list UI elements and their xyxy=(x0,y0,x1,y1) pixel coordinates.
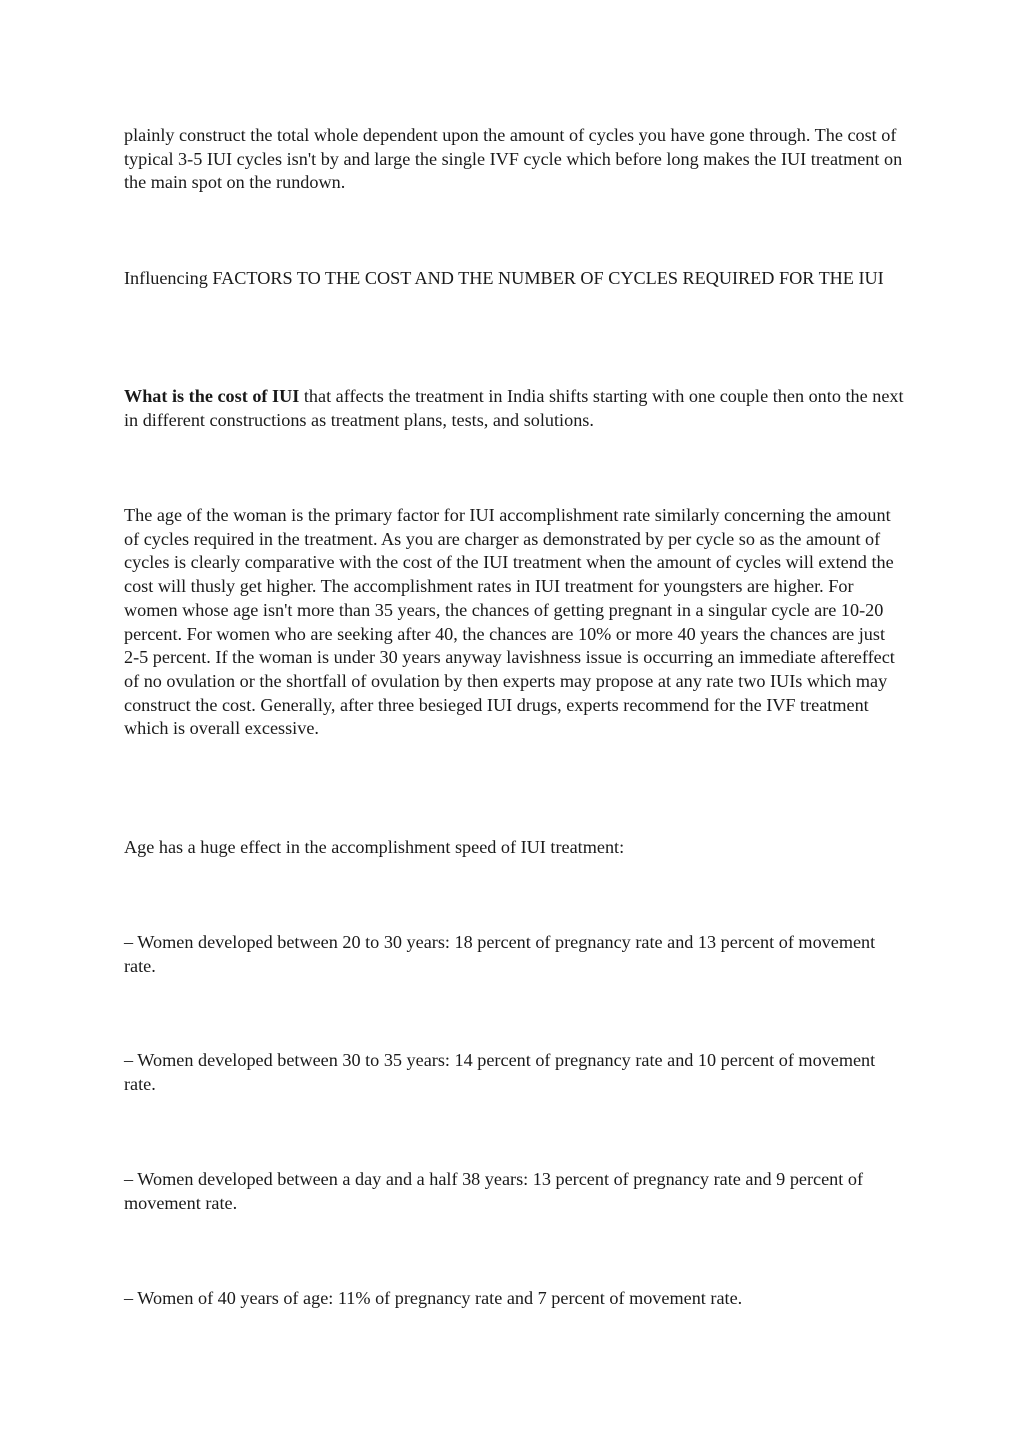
age-rate-item: – Women developed between 20 to 30 years: 18 percent of pregnancy rate and 13 percent of movement rate. xyxy=(124,932,876,976)
cost-paragraph xyxy=(124,385,904,432)
cost-paragraph-bold-lead: What is the cost of IUI xyxy=(124,386,300,406)
age-rate-item: – Women developed between a day and a half 38 years: 13 percent of pregnancy rate and 9 percent of movement rate. xyxy=(124,1169,864,1213)
intro-paragraph: plainly construct the total whole dependent upon the amount of cycles you have gone through. The cost of typical 3-5 IUI cycles isn't by and large the single IVF cycle which before long makes the IUI treatment on the main spot on the rundown. xyxy=(124,125,903,193)
cost-paragraph-body: that affects the treatment in India shifts starting with one couple then onto the next in different constructions as treatment plans, tests, and solutions. xyxy=(124,386,904,430)
age-rate-item: – Women developed between 30 to 35 years: 14 percent of pregnancy rate and 10 percent of movement rate. xyxy=(124,1050,876,1094)
section-heading: Influencing FACTORS TO THE COST AND THE NUMBER OF CYCLES REQUIRED FOR THE IUI xyxy=(124,268,884,288)
age-effect-intro: Age has a huge effect in the accomplishment speed of IUI treatment: xyxy=(124,837,625,857)
age-factor-paragraph: The age of the woman is the primary factor for IUI accomplishment rate similarly concerning the amount of cycles required in the treatment. As you are charger as demonstrated by per cycle so as the amount of cycles is clearly comparative with the cost of the IUI treatment when the amount of cycles will extend the cost will thusly get higher. The accomplishment rates in IUI treatment for youngsters are higher. For women whose age isn't more than 35 years, the chances of getting pregnant in a singular cycle are 10-20 percent. For women who are seeking after 40, the chances are 10% or more 40 years the chances are just 2-5 percent. If the woman is under 30 years anyway lavishness issue is occurring an immediate aftereffect of no ovulation or the shortfall of ovulation by then experts may propose at any rate two IUIs which may construct the cost. Generally, after three besieged IUI drugs, experts recommend for the IVF treatment which is overall excessive. xyxy=(124,505,895,739)
age-rate-item: – Women of 40 years of age: 11% of pregnancy rate and 7 percent of movement rate. xyxy=(124,1288,743,1308)
